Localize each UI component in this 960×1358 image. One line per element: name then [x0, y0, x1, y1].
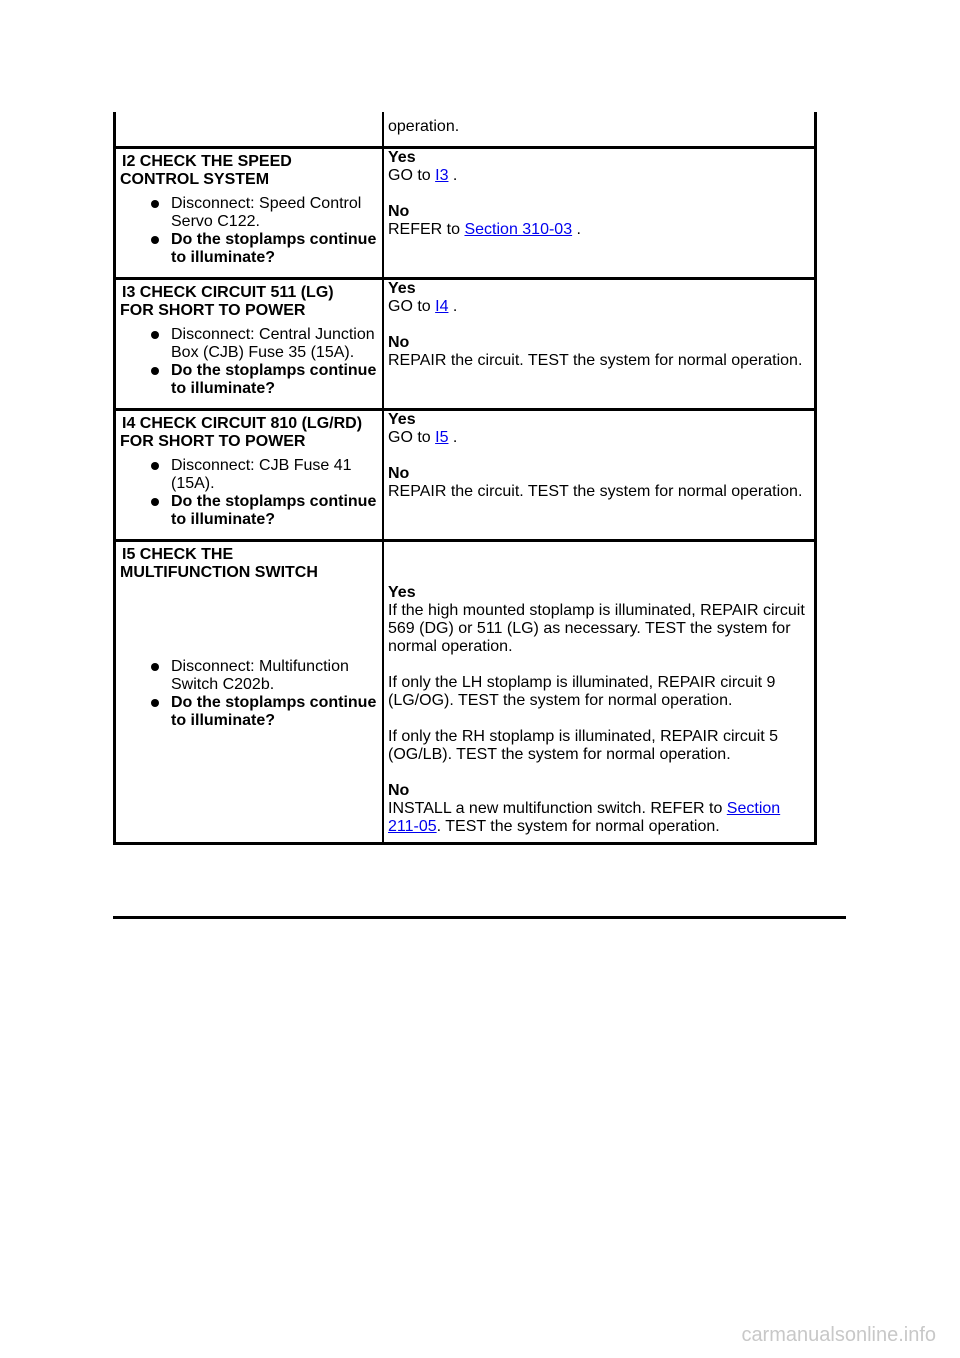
list-item: Do the stoplamps continue to illuminate?	[147, 231, 378, 267]
link-section-310-03[interactable]: Section 310-03	[464, 221, 573, 238]
step-i5-actions	[115, 652, 384, 844]
link-i5[interactable]: I5	[435, 429, 449, 446]
step-i2-response: Yes GO to I3 . No REFER to Section 310-03 .	[383, 148, 816, 279]
step-i3-header-row	[115, 279, 816, 321]
watermark-text: carmanualsonline.info	[741, 1324, 936, 1346]
step-i2-title: I2 CHECK THE SPEED CONTROL SYSTEM	[115, 148, 384, 190]
step-i4-actions	[115, 451, 384, 541]
step-i4-title: I4 CHECK CIRCUIT 810 (LG/RD) FOR SHORT TO POWER	[115, 410, 384, 452]
list-item: Disconnect: Multifunction Switch C202b.	[147, 658, 378, 694]
step-i5-response: Yes If the high mounted stoplamp is illuminated, REPAIR circuit 569 (DG) or 511 (LG) as necessary. TEST the system for normal operation. If only the LH stoplamp is illuminated, REPAIR circuit 9 (LG/OG). TEST the system for normal operation. If only the RH stoplamp is illuminated, REPAIR circuit 5 (OG/LB). TEST the system for normal operation. No INSTALL a new multifunction switch. REFER to Section 211-05. TEST the system for normal operation.	[383, 541, 816, 844]
step-i3-actions	[115, 320, 384, 410]
diagnostic-table	[113, 112, 817, 845]
step-i4-header-row	[115, 410, 816, 452]
step-i2-actions	[115, 189, 384, 279]
step-i2-header-row	[115, 148, 816, 190]
link-section-211-05[interactable]: Section 211-05	[388, 800, 781, 835]
carryover-left	[115, 112, 384, 148]
step-i5-header-row	[115, 541, 816, 653]
carryover-text: operation.	[388, 118, 460, 135]
link-i4[interactable]: I4	[435, 298, 449, 315]
step-i5-title: I5 CHECK THE MULTIFUNCTION SWITCH	[115, 541, 384, 653]
list-item: Disconnect: CJB Fuse 41 (15A).	[147, 457, 378, 493]
list-item: Disconnect: Speed Control Servo C122.	[147, 195, 378, 231]
list-item: Do the stoplamps continue to illuminate?	[147, 694, 378, 730]
list-item: Disconnect: Central Junction Box (CJB) Fuse 35 (15A).	[147, 326, 378, 362]
carryover-row	[115, 112, 816, 148]
step-i4-response: Yes GO to I5 . No REPAIR the circuit. TEST the system for normal operation.	[383, 410, 816, 541]
list-item: Do the stoplamps continue to illuminate?	[147, 362, 378, 398]
step-i3-response: Yes GO to I4 . No REPAIR the circuit. TEST the system for normal operation.	[383, 279, 816, 410]
link-i3[interactable]: I3	[435, 167, 449, 184]
step-i3-title: I3 CHECK CIRCUIT 511 (LG) FOR SHORT TO POWER	[115, 279, 384, 321]
list-item: Do the stoplamps continue to illuminate?	[147, 493, 378, 529]
page-divider	[113, 916, 846, 919]
